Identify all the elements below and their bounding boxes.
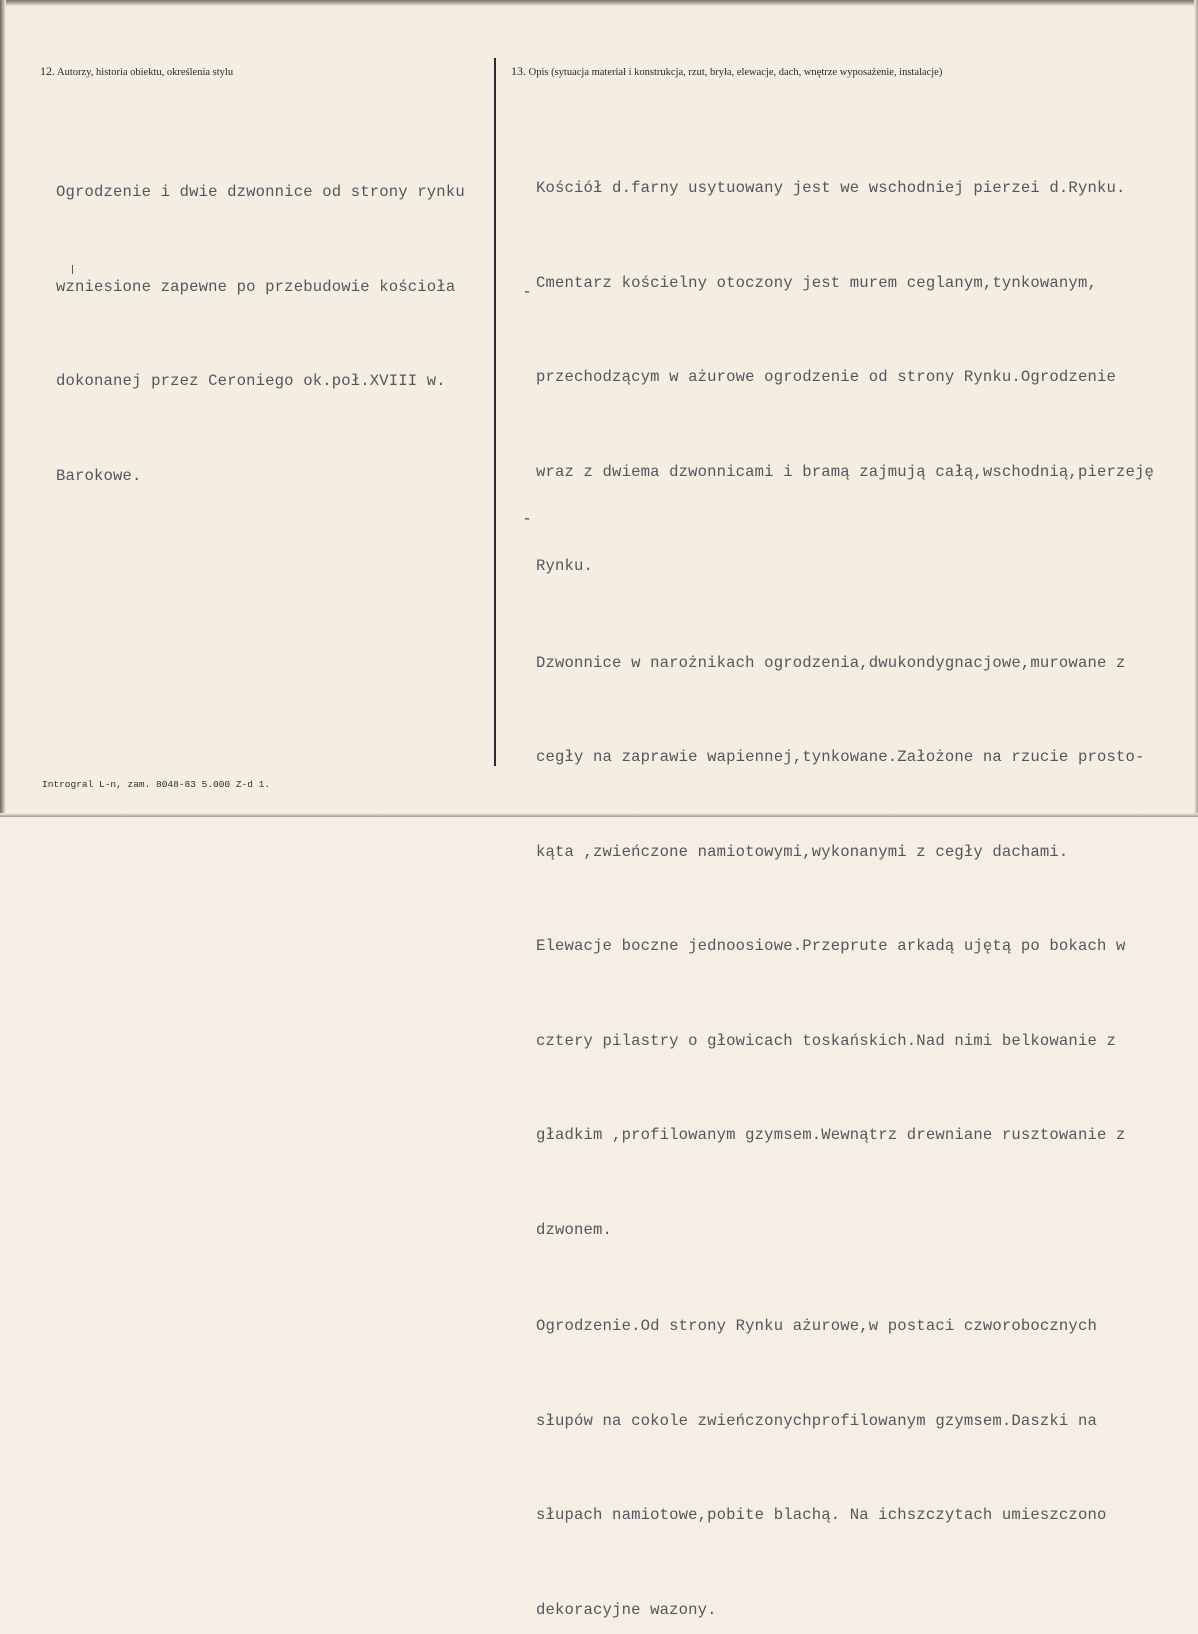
history-text [56, 114, 465, 555]
bullet-ogrodzenie: - [522, 510, 532, 528]
description-line: cegły na zaprawie wapiennej,tynkowane.Założone na rzucie prosto- [536, 748, 1145, 766]
section-13-heading [511, 64, 942, 79]
description-line: Elewacje boczne jednoosiowe.Przeprute arkadą ujętą po bokach w [536, 937, 1126, 955]
history-line: dokonanej przez Ceroniego ok.poł.XVIII w. [56, 372, 446, 390]
column-divider [494, 58, 496, 766]
section-13-title: Opis (sytuacja materiał i konstrukcja, rzut, bryła, elewacje, dach, wnętrze wyposażenie, instalacje) [528, 67, 943, 78]
stray-pen-mark [72, 265, 73, 274]
sheet-edge-right [1194, 0, 1198, 817]
description-line: Rynku. [536, 557, 594, 575]
sheet-edge-left [0, 0, 6, 817]
description-line: Cmentarz kościelny otoczony jest murem ceglanym,tynkowanym, [536, 273, 1097, 292]
history-line: Barokowe. [56, 466, 142, 485]
section-12-title: Autorzy, historia obiektu, określenia stylu [57, 67, 234, 78]
description-line: kąta ,zwieńczone namiotowymi,wykonanymi z cegły dachami. [536, 842, 1069, 861]
history-line: wzniesione zapewne po przebudowie kościoła [56, 277, 456, 296]
description-line: Kościół d.farny usytuowany jest we wschodniej pierzei d.Rynku. [536, 179, 1126, 197]
description-line: przechodzącym w ażurowe ogrodzenie od strony Rynku.Ogrodzenie [536, 368, 1116, 386]
bullet-dzwonnice: - [522, 283, 532, 301]
description-line: dzwonem. [536, 1220, 613, 1239]
sheet-edge-top [0, 0, 1198, 6]
description-line: słupach namiotowe,pobite blachą. Na ichszczytach umieszczono [536, 1506, 1107, 1524]
description-line: Dzwonnice w narożnikach ogrodzenia,dwukondygnacjowe,murowane z [536, 653, 1126, 672]
description-line: słupów na cokole zwieńczonychprofilowanym gzymsem.Daszki na [536, 1411, 1097, 1430]
description-line: gładkim ,profilowanym gzymsem.Wewnątrz drewniane rusztowanie z [536, 1126, 1126, 1144]
description-line: Ogrodzenie.Od strony Rynku ażurowe,w postaci czworobocznych [536, 1317, 1097, 1335]
section-13-number: 13. [511, 64, 526, 78]
description-line: cztery pilastry o głowicach toskańskich.Nad nimi belkowanie z [536, 1031, 1116, 1050]
description-line: dekoracyjne wazony. [536, 1600, 717, 1619]
description-text [536, 110, 1154, 1634]
history-line: Ogrodzenie i dwie dzwonnice od strony rynku [56, 183, 465, 201]
section-12-heading [40, 64, 233, 79]
section-12-number: 12. [40, 64, 55, 78]
printer-footer: Introgral L-n, zam. 8048-83 5.000 Z-d 1. [42, 779, 271, 790]
description-line: wraz z dwiema dzwonnicami i bramą zajmują całą,wschodnią,pierzeję [536, 462, 1155, 481]
